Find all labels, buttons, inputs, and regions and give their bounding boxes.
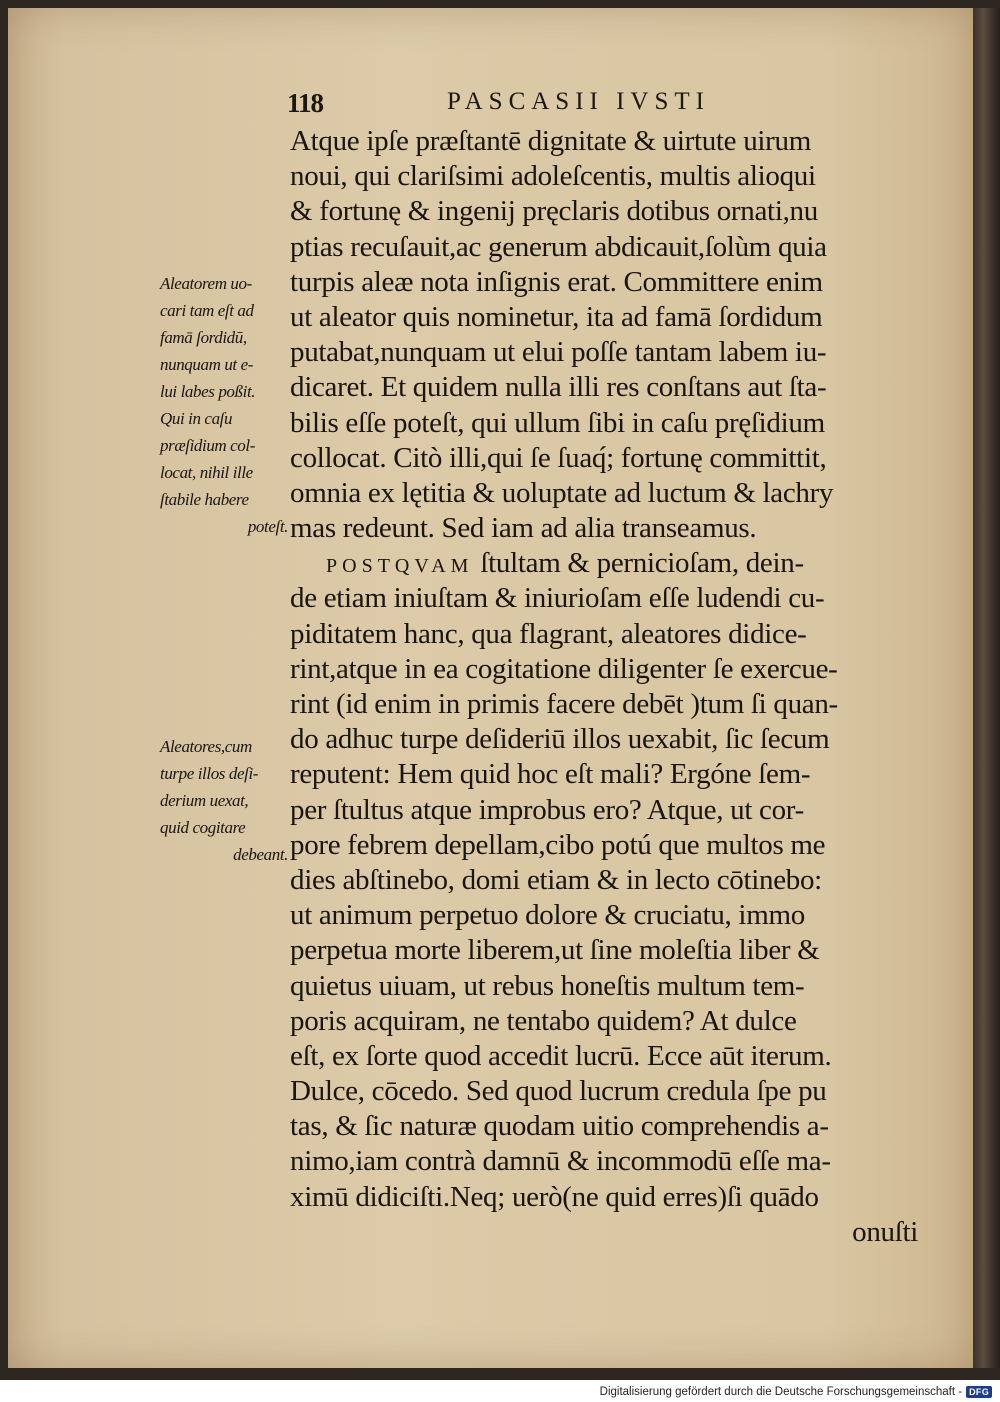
text-line: ximū didiciſti.Neq; uerò(ne quid erres)ſi quādo [290, 1180, 819, 1213]
marginal-line: nunquam ut e- [160, 355, 254, 374]
marginal-line: cari tam eſt ad [160, 301, 254, 320]
text-line: piditatem hanc, qua flagrant, aleatores didice- [290, 617, 807, 650]
text-line: bilis eſſe poteſt, qui ullum ſibi in caſu pręſidium [290, 406, 825, 439]
marginal-note-2 [160, 733, 288, 868]
marginal-line: turpe illos deſi- [160, 764, 259, 783]
marginal-line: Qui in caſu [160, 409, 233, 428]
marginal-line: quid cogitare [160, 818, 246, 837]
text-line: omnia ex lętitia & uoluptate ad luctum & lachry [290, 476, 834, 509]
text-line: putabat,nunquam ut elui poſſe tantam labem iu- [290, 336, 827, 369]
text-line: dies abſtinebo, domi etiam & in lecto cōtinebo: [290, 863, 822, 896]
text-line: de etiam iniuſtam & iniurioſam eſſe ludendi cu- [290, 582, 825, 615]
small-caps-opening: POSTQVAM [326, 555, 474, 578]
marginal-line: derium uexat, [160, 791, 249, 810]
text-line: rint,atque in ea cogitatione diligenter ſe exercue- [290, 652, 838, 685]
marginal-line: debeant. [233, 845, 288, 864]
marginal-line: famā ſordidū, [160, 328, 247, 347]
text-line: tas, & ſic naturæ quodam uitio comprehendis a- [290, 1110, 829, 1143]
marginal-line: Aleatorem uo- [160, 274, 252, 293]
text-line: eſt, ex ſorte quod accedit lucrū. Ecce aūt iterum. [290, 1039, 832, 1072]
marginal-line: lui labes poßit. [160, 382, 256, 401]
catchword: onuſti [852, 1215, 918, 1248]
digitization-credit [600, 1383, 992, 1401]
page-edge [972, 8, 1000, 1368]
text-line: dicaret. Et quidem nulla illi res conſtans aut ſta- [290, 371, 827, 404]
text-line: mas redeunt. Sed iam ad alia transeamus. [290, 512, 757, 545]
running-title: PASCASII IVSTI [447, 88, 710, 115]
marginal-line: poteſt. [247, 517, 288, 536]
text-line: do adhuc turpe deſideriū illos uexabit, ſic ſecum [290, 723, 830, 756]
text-line: per ſtultus atque improbus ero? Atque, ut cor- [290, 793, 804, 826]
marginal-line: Aleatores,cum [160, 737, 252, 756]
marginal-note-1 [160, 270, 288, 540]
marginal-line: ſtabile habere [160, 490, 249, 509]
credit-text: Digitalisierung gefördert durch die Deutsche Forschungsgemeinschaft - [599, 1386, 963, 1398]
paragraph-start-line: POSTQVAM ſtultam & pernicioſam, dein- [326, 547, 804, 580]
text-line: poris acquiram, ne tentabo quidem? At dulce [290, 1004, 797, 1037]
text-line: collocat. Citò illi,qui ſe ſuaq́; fortunę committit, [290, 441, 827, 474]
text-line: Dulce, cōcedo. Sed quod lucrum credula ſpe pu [290, 1075, 827, 1108]
text-line: Atque ipſe præſtantē dignitate & uirtute uirum [290, 125, 811, 157]
text-line: ptias recuſauit,ac generum abdicauit,ſolùm quia [290, 230, 827, 263]
text-line: quietus uiuam, ut rebus honeſtis multum tem- [290, 969, 805, 1002]
marginal-line: locat, nihil ille [160, 463, 253, 482]
text-line: reputent: Hem quid hoc eſt mali? Ergóne ſem- [290, 758, 811, 791]
text-line: rint (id enim in primis facere debēt )tum ſi quan- [290, 688, 838, 720]
text-line: ut animum perpetuo dolore & cruciatu, immo [290, 899, 805, 932]
text-line: noui, qui clariſsimi adoleſcentis, multis alioqui [290, 160, 816, 193]
text-line: perpetua morte liberem,ut ſine moleſtia liber & [290, 934, 820, 967]
page-number: 118 [287, 88, 324, 118]
text-line: turpis aleæ nota inſignis erat. Committere enim [290, 265, 823, 298]
dfg-logo: DFG [966, 1386, 992, 1398]
body-text [290, 124, 930, 1250]
text-line: pore febrem depellam,cibo potú que multos me [290, 828, 826, 861]
text-line: & fortunę & ingenij pręclaris dotibus ornati,nu [290, 195, 818, 228]
text-line: nimo,iam contrà damnū & incommodū eſſe ma- [290, 1145, 831, 1178]
running-head [287, 88, 767, 124]
text-line: ut aleator quis nominetur, ita ad famā ſordidum [290, 300, 823, 333]
marginal-line: præſidium col- [160, 436, 255, 455]
